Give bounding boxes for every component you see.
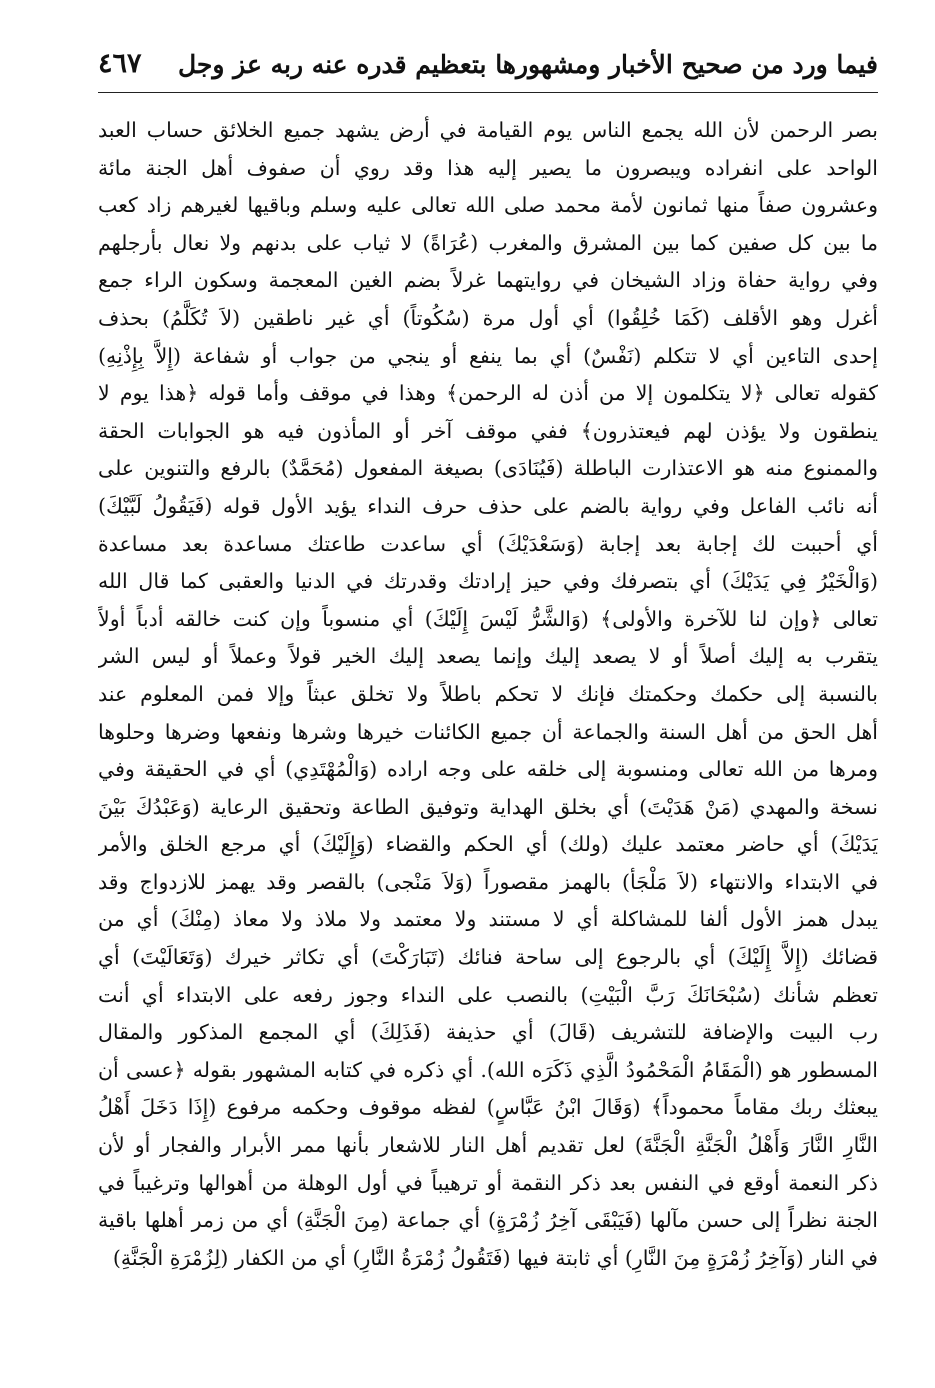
text-line: الجنة نظراً إلى حسن مآلها (فَيَبْقَى آخِرُ زُمْرَةٍ) أي جماعة (مِنَ الْجَنَّةِ) أي من زمر أهلها باقية [98,1208,878,1233]
text-line: في الابتداء والانتهاء (لاَ مَلْجَأ) بالهمز مقصوراً (وَلاَ مَنْجى) بالقصر وقد يهمز للازدواج وقد [98,869,878,894]
header-divider [98,92,878,93]
page-number: ٤٦٧ [98,48,142,79]
text-line: المسطور هو (الْمَقَامُ الْمَحْمُودُ الَّذِي ذَكَرَه الله). أي ذكره في كتابه المشهور بقوله ﴿عسى أن [98,1057,878,1082]
running-title: فيما ورد من صحيح الأخبار ومشهورها بتعظيم قدره عنه ربه عز وجل [178,50,878,79]
text-line: يبعثك ربك مقاماً محموداً﴾ (وَقَالَ ابْنُ عَبَّاسٍ) لفظه موقوف وحكمه مرفوع (إِذَا دَخَلَ أَهْلُ [98,1095,878,1120]
text-line: النَّارِ النَّارَ وَأَهْلُ الْجَنَّةِ الْجَنَّةَ) لعل تقديم أهل النار للاشعار بأنها ممر الأبرار والفجار أو لأن [98,1133,878,1158]
body-text [98,112,878,1277]
text-line: ذكر النعمة أوقع في النفس بعد ذكر النقمة أو ترهيباً في أول الوهلة من أهوالها وترغيباً في [98,1170,878,1195]
text-line: بالنسبة إلى حكمك وحكمتك فإنك لا تحكم باطلاً ولا تخلق عبثاً وإلا فمن المعلوم عند [98,681,878,706]
text-line: الواحد على انفراده ويبصرون ما يصير إليه هذا وقد روي أن صفوف أهل الجنة مائة [98,155,878,180]
text-line: أهل الحق من أهل السنة والجماعة أن جميع الكائنات خيرها وشرها ونفعها وضرها وحلوها [98,719,878,744]
text-line: يَدَيْكَ) أي حاضر معتمد عليك (ولك) أي الحكم والقضاء (وَإِلَيْكَ) أي مرجع الخلق والأمر [98,832,878,857]
running-header [98,40,878,92]
text-line: بصر الرحمن لأن الله يجمع الناس يوم القيامة في أرض يشهد جميع الخلائق حساب العبد [98,118,878,142]
text-line: ومرها من الله تعالى ومنسوبة إلى خلقه على وجه اراده (وَالْمُهْتَدِي) أي في الحقيقة وفي [98,757,878,782]
text-line: أغرل وهو الأقلف (كَمَا خُلِقُوا) أي أول مرة (سُكُوتاً) أي غير ناطقين (لاَ تُكَلَّمُ) بحذف [98,305,878,330]
text-line: كقوله تعالى ﴿لا يتكلمون إلا من أذن له الرحمن﴾ وهذا في موقف وأما قوله ﴿هذا يوم لا [98,381,878,406]
text-line: والممنوع منه هو الاعتذارت الباطلة (فَيُنَادَى) بصيغة المفعول (مُحَمَّدٌ) بالرفع والتنوين على [98,456,878,481]
text-line: قضائك (إِلاَّ إِلَيْكَ) أي بالرجوع إلى ساحة فنائك (تَبَارَكْتَ) أي تكاثر خيرك (وَتَعَالَيْتَ) أي [98,945,878,970]
text-line: نسخة والمهدي (مَنْ هَدَيْتَ) أي بخلق الهداية وتوفيق الطاعة وتحقيق الرعاية (وَعَبْدُكَ بَيْنَ [98,794,878,819]
text-line: أنه نائب الفاعل وفي رواية بالضم على حذف حرف النداء يؤيد الأول قوله (فَيَقُولُ لَبَّيْكَ) [98,493,878,518]
text-line: رب البيت والإضافة للتشريف (قَالَ) أي حذيفة (فَذَلِكَ) أي المجمع المذكور والمقال [98,1020,878,1045]
text-line: وعشرون صفاً منها ثمانون لأمة محمد صلى الله تعالى عليه وسلم وباقيها لغيرهم زاد كعب [98,193,878,218]
text-line: يبدل همز الأول ألفا للمشاكلة أي لا مستند ولا معتمد ولا ملاذ ولا معاذ (مِنْكَ) أي من [98,907,878,932]
text-line: ينطقون ولا يؤذن لهم فيعتذرون﴾ ففي موقف آخر أو المأذون فيه هو الجوابات الحقة [98,418,878,443]
text-line: (وَالْخَيْرُ فِي يَدَيْكَ) أي بتصرفك وفي حيز إرادتك وقدرتك في الدنيا والعقبى كما قال الله [98,569,878,594]
text-line: أي أحببت لك إجابة بعد إجابة (وَسَعْدَيْكَ) أي ساعدت طاعتك مساعدة بعد مساعدة [98,531,878,556]
book-page [98,40,878,1360]
text-line: يتقرب به إليك أصلاً أو لا يصعد إليك وإنما يصعد إليك الخير قولاً وعملاً أو ليس الشر [98,644,878,669]
text-line: ما بين كل صفين كما بين المشرق والمغرب (عُرَاةً) لا ثياب على بدنهم ولا نعال بأرجلهم [98,230,878,255]
text-line: في النار (وَآخِرُ زُمْرَةٍ مِنَ النَّارِ) أي ثابتة فيها (فَتَقُولُ زُمْرَةُ النَّارِ) أي من الكفار (لِزُمْرَةِ الْجَنَّةِ) [112,1245,878,1270]
text-line: تعالى ﴿وإن لنا للآخرة والأولى﴾ (وَالشَّرُّ لَيْسَ إِلَيْكَ) أي منسوباً وإن كنت خالقه أدباً أولاً [98,606,878,631]
text-line: وفي رواية حفاة وزاد الشيخان في روايتهما غرلاً بضم الغين المعجمة وسكون الراء جمع [98,268,878,293]
text-line: تعظم شأنك (سُبْحَانَكَ رَبَّ الْبَيْتِ) بالنصب على النداء وجوز رفعه على الابتداء أي أنت [98,982,878,1007]
text-line: إحدى التاءين أي لا تتكلم (نَفْسٌ) أي بما ينفع أو ينجي من جواب أو شفاعة (إِلاَّ بِإِذْنِهِ) [98,343,878,368]
